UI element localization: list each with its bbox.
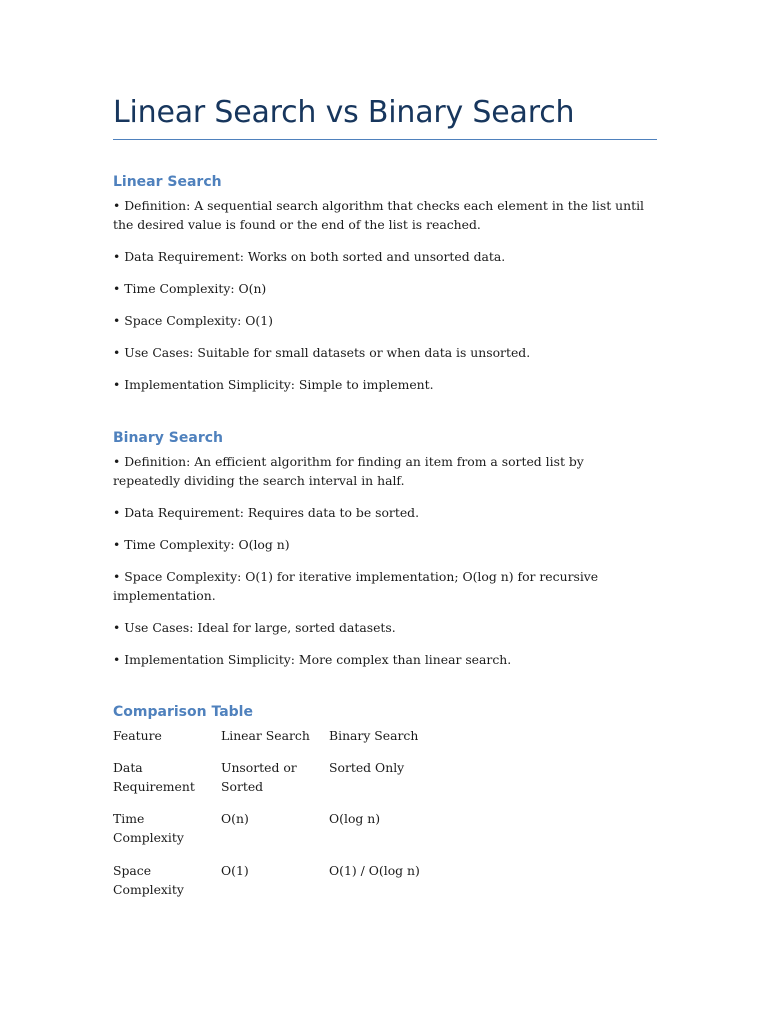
table-cell: Sorted Only <box>329 760 405 775</box>
binary-data-requirement-bullet: • Data Requirement: Requires data to be sorted. <box>113 505 420 520</box>
table-header-cell: Linear Search <box>221 728 310 743</box>
comparison-table-heading: Comparison Table <box>113 704 253 720</box>
table-cell: Space Complexity <box>113 863 184 897</box>
table-cell: O(1) <box>221 863 249 878</box>
table-cell: O(1) / O(log n) <box>329 863 420 878</box>
linear-search-heading: Linear Search <box>113 174 222 190</box>
binary-space-complexity-bullet: • Space Complexity: O(1) for iterative implementation; O(log n) for recursive implementation. <box>113 569 599 603</box>
table-header-cell: Binary Search <box>329 728 419 743</box>
table-header-cell: Feature <box>113 728 162 743</box>
table-cell: Time Complexity <box>113 811 184 845</box>
title-divider <box>113 139 657 140</box>
page-title: Linear Search vs Binary Search <box>113 95 575 130</box>
linear-space-complexity-bullet: • Space Complexity: O(1) <box>113 313 273 328</box>
linear-use-cases-bullet: • Use Cases: Suitable for small datasets or when data is unsorted. <box>113 345 531 360</box>
linear-time-complexity-bullet: • Time Complexity: O(n) <box>113 281 267 296</box>
table-cell: O(n) <box>221 811 249 826</box>
binary-definition-bullet: • Definition: An efficient algorithm for finding an item from a sorted list by repeatedly dividing the search interval in half. <box>113 454 584 488</box>
linear-implementation-bullet: • Implementation Simplicity: Simple to implement. <box>113 377 434 392</box>
binary-use-cases-bullet: • Use Cases: Ideal for large, sorted datasets. <box>113 620 396 635</box>
table-cell: Data Requirement <box>113 760 195 794</box>
table-cell: Unsorted or Sorted <box>221 760 297 794</box>
linear-data-requirement-bullet: • Data Requirement: Works on both sorted and unsorted data. <box>113 249 506 264</box>
binary-search-heading: Binary Search <box>113 430 223 446</box>
linear-definition-bullet: • Definition: A sequential search algorithm that checks each element in the list until the desired value is found or the end of the list is reached. <box>113 198 645 232</box>
binary-time-complexity-bullet: • Time Complexity: O(log n) <box>113 537 290 552</box>
binary-implementation-bullet: • Implementation Simplicity: More complex than linear search. <box>113 652 512 667</box>
table-cell: O(log n) <box>329 811 381 826</box>
